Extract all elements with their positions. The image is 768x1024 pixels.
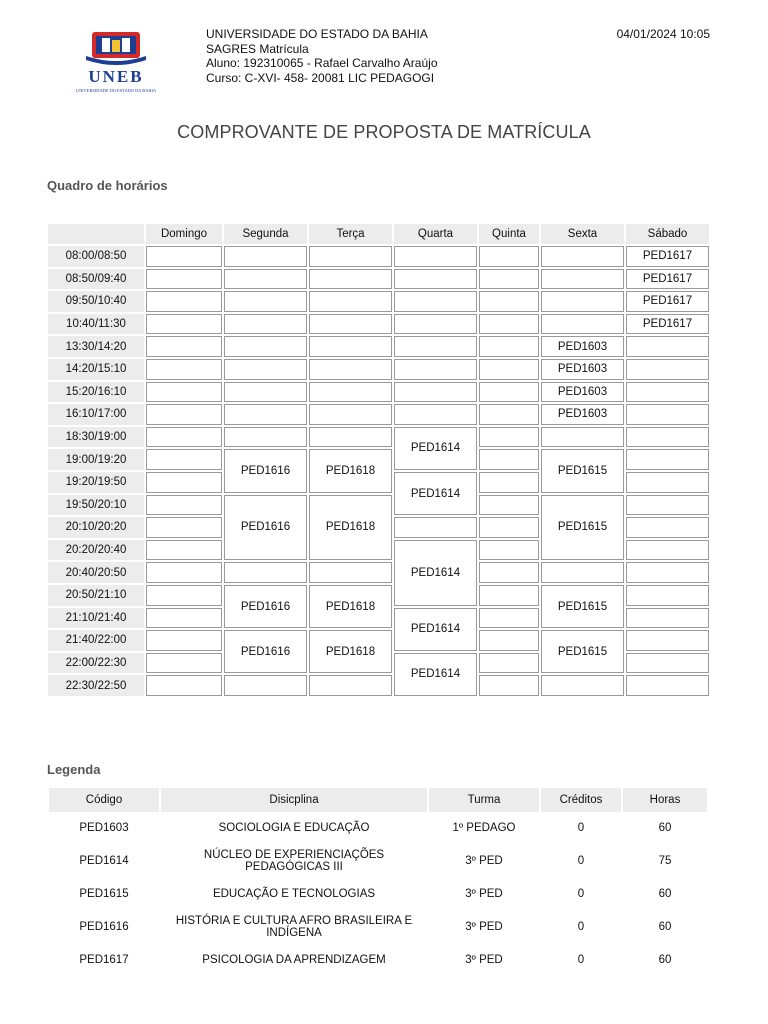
schedule-cell bbox=[309, 675, 392, 696]
schedule-cell bbox=[146, 585, 222, 606]
schedule-cell bbox=[224, 336, 307, 357]
schedule-cell bbox=[626, 585, 709, 606]
schedule-cell: PED1617 bbox=[626, 269, 709, 290]
schedule-cell bbox=[479, 427, 539, 448]
page-title: COMPROVANTE DE PROPOSTA DE MATRÍCULA bbox=[177, 122, 591, 142]
schedule-cell bbox=[626, 675, 709, 696]
schedule-cell: PED1617 bbox=[626, 314, 709, 335]
legend-hours: 60 bbox=[658, 954, 672, 966]
schedule-cell: PED1616 bbox=[224, 585, 307, 628]
schedule-cell: PED1618 bbox=[309, 630, 392, 673]
time-slot: 19:50/20:10 bbox=[48, 495, 144, 516]
schedule-header-row bbox=[48, 224, 709, 244]
schedule-row bbox=[48, 630, 709, 651]
schedule-cell bbox=[224, 404, 307, 425]
schedule-cell bbox=[479, 449, 539, 470]
schedule-cell bbox=[146, 517, 222, 538]
schedule-cell bbox=[146, 336, 222, 357]
schedule-cell bbox=[146, 291, 222, 312]
schedule-cell bbox=[146, 653, 222, 674]
legend-header: Créditos bbox=[541, 788, 621, 812]
schedule-cell bbox=[479, 404, 539, 425]
schedule-cell bbox=[146, 269, 222, 290]
schedule-cell bbox=[394, 314, 477, 335]
schedule-cell bbox=[224, 269, 307, 290]
schedule-cell bbox=[479, 585, 539, 606]
schedule-cell bbox=[626, 404, 709, 425]
schedule-cell: PED1616 bbox=[224, 630, 307, 673]
legend-header: Disicplina bbox=[161, 788, 427, 812]
schedule-cell bbox=[309, 314, 392, 335]
schedule-cell bbox=[224, 291, 307, 312]
schedule-row bbox=[48, 246, 709, 267]
schedule-cell bbox=[224, 382, 307, 403]
schedule-cell: PED1615 bbox=[541, 585, 624, 628]
schedule-cell bbox=[146, 495, 222, 516]
legend-credits: 0 bbox=[577, 954, 585, 966]
time-slot: 08:00/08:50 bbox=[48, 246, 144, 267]
schedule-cell bbox=[626, 359, 709, 380]
legend-code: PED1603 bbox=[79, 822, 129, 834]
legend-discipline: HISTÓRIA E CULTURA AFRO BRASILEIRA E INDÍGENA bbox=[175, 915, 413, 939]
schedule-cell bbox=[626, 630, 709, 651]
schedule-cell bbox=[479, 540, 539, 561]
schedule-cell bbox=[146, 314, 222, 335]
schedule-cell bbox=[479, 382, 539, 403]
schedule-table bbox=[46, 222, 711, 698]
schedule-cell bbox=[146, 540, 222, 561]
schedule-cell bbox=[224, 562, 307, 583]
schedule-cell bbox=[541, 291, 624, 312]
schedule-cell bbox=[479, 269, 539, 290]
schedule-cell bbox=[394, 246, 477, 267]
time-slot: 14:20/15:10 bbox=[48, 359, 144, 380]
schedule-cell bbox=[394, 359, 477, 380]
schedule-row bbox=[48, 585, 709, 606]
header-day: Domingo bbox=[146, 224, 222, 244]
uneb-logo bbox=[72, 26, 160, 100]
schedule-cell bbox=[309, 291, 392, 312]
schedule-cell: PED1614 bbox=[394, 540, 477, 606]
schedule-cell bbox=[309, 562, 392, 583]
legend-credits: 0 bbox=[577, 855, 585, 867]
time-slot: 08:50/09:40 bbox=[48, 269, 144, 290]
schedule-cell bbox=[626, 427, 709, 448]
schedule-cell bbox=[309, 382, 392, 403]
schedule-cell bbox=[626, 382, 709, 403]
schedule-cell bbox=[224, 675, 307, 696]
legend-code: PED1614 bbox=[79, 855, 129, 867]
schedule-cell bbox=[479, 562, 539, 583]
schedule-cell bbox=[309, 359, 392, 380]
legend-class: 3º PED bbox=[465, 888, 503, 900]
datetime: 04/01/2024 10:05 bbox=[616, 27, 710, 41]
schedule-row bbox=[48, 291, 709, 312]
legend-header-row bbox=[49, 788, 707, 812]
schedule-cell bbox=[541, 427, 624, 448]
time-slot: 15:20/16:10 bbox=[48, 382, 144, 403]
schedule-cell: PED1616 bbox=[224, 449, 307, 492]
legend-discipline: NÚCLEO DE EXPERIENCIAÇÕES PEDAGÓGICAS III bbox=[203, 849, 385, 873]
schedule-cell: PED1614 bbox=[394, 608, 477, 651]
legend-row bbox=[49, 814, 707, 842]
schedule-cell: PED1603 bbox=[541, 382, 624, 403]
legend-class: 3º PED bbox=[465, 921, 503, 933]
schedule-row bbox=[48, 675, 709, 696]
schedule-row bbox=[48, 314, 709, 335]
schedule-cell bbox=[479, 675, 539, 696]
student-info: Aluno: 192310065 - Rafael Carvalho Araújo bbox=[206, 56, 438, 71]
schedule-cell: PED1618 bbox=[309, 495, 392, 561]
schedule-cell bbox=[479, 246, 539, 267]
schedule-cell bbox=[626, 472, 709, 493]
schedule-cell bbox=[146, 630, 222, 651]
schedule-cell bbox=[309, 246, 392, 267]
time-slot: 13:30/14:20 bbox=[48, 336, 144, 357]
schedule-cell bbox=[146, 675, 222, 696]
header-day: Sexta bbox=[541, 224, 624, 244]
schedule-cell bbox=[626, 449, 709, 470]
legend-table bbox=[47, 786, 709, 976]
legend-credits: 0 bbox=[577, 888, 585, 900]
legend-header: Horas bbox=[623, 788, 707, 812]
schedule-cell: PED1618 bbox=[309, 585, 392, 628]
schedule-cell bbox=[224, 427, 307, 448]
schedule-cell bbox=[394, 336, 477, 357]
schedule-cell: PED1603 bbox=[541, 404, 624, 425]
system-name: SAGRES Matrícula bbox=[206, 41, 309, 56]
header-day: Segunda bbox=[224, 224, 307, 244]
time-slot: 18:30/19:00 bbox=[48, 427, 144, 448]
schedule-cell bbox=[626, 336, 709, 357]
legend-row bbox=[49, 946, 707, 974]
schedule-cell bbox=[479, 630, 539, 651]
schedule-row bbox=[48, 449, 709, 470]
schedule-cell: PED1614 bbox=[394, 653, 477, 696]
time-slot: 09:50/10:40 bbox=[48, 291, 144, 312]
schedule-cell bbox=[146, 246, 222, 267]
time-slot: 22:30/22:50 bbox=[48, 675, 144, 696]
schedule-row bbox=[48, 427, 709, 448]
legend-row bbox=[49, 880, 707, 908]
legend-hours: 60 bbox=[658, 921, 672, 933]
legend-class: 3º PED bbox=[465, 855, 503, 867]
header-day: Quinta bbox=[479, 224, 539, 244]
legend-hours: 60 bbox=[658, 822, 672, 834]
schedule-cell bbox=[479, 653, 539, 674]
schedule-cell bbox=[309, 427, 392, 448]
schedule-row bbox=[48, 269, 709, 290]
schedule-cell bbox=[626, 540, 709, 561]
legend-code: PED1617 bbox=[79, 954, 129, 966]
schedule-cell: PED1618 bbox=[309, 449, 392, 492]
legend-header: Código bbox=[49, 788, 159, 812]
schedule-cell bbox=[224, 359, 307, 380]
header-info bbox=[206, 27, 438, 85]
schedule-row bbox=[48, 336, 709, 357]
schedule-cell bbox=[146, 382, 222, 403]
legend-class: 1º PEDAGO bbox=[452, 822, 516, 834]
schedule-cell bbox=[479, 336, 539, 357]
legend-row bbox=[49, 844, 707, 878]
time-slot: 16:10/17:00 bbox=[48, 404, 144, 425]
schedule-cell bbox=[146, 359, 222, 380]
schedule-cell bbox=[146, 608, 222, 629]
schedule-row bbox=[48, 359, 709, 380]
legend-discipline: EDUCAÇÃO E TECNOLOGIAS bbox=[212, 888, 376, 900]
time-slot: 21:10/21:40 bbox=[48, 608, 144, 629]
schedule-cell bbox=[146, 449, 222, 470]
time-slot: 21:40/22:00 bbox=[48, 630, 144, 651]
schedule-cell: PED1617 bbox=[626, 246, 709, 267]
legend-credits: 0 bbox=[577, 822, 585, 834]
schedule-cell bbox=[479, 359, 539, 380]
time-slot: 22:00/22:30 bbox=[48, 653, 144, 674]
schedule-cell bbox=[224, 246, 307, 267]
legend-header: Turma bbox=[429, 788, 539, 812]
schedule-cell bbox=[626, 653, 709, 674]
schedule-cell: PED1603 bbox=[541, 336, 624, 357]
header-day: Terça bbox=[309, 224, 392, 244]
time-slot: 20:50/21:10 bbox=[48, 585, 144, 606]
legend-discipline: PSICOLOGIA DA APRENDIZAGEM bbox=[202, 954, 386, 966]
course-info: Curso: C-XVI- 458- 20081 LIC PEDAGOGI bbox=[206, 70, 435, 85]
schedule-row bbox=[48, 562, 709, 583]
legend-code: PED1615 bbox=[79, 888, 129, 900]
schedule-cell: PED1603 bbox=[541, 359, 624, 380]
schedule-cell bbox=[541, 269, 624, 290]
schedule-cell: PED1616 bbox=[224, 495, 307, 561]
legend-credits: 0 bbox=[577, 921, 585, 933]
schedule-cell bbox=[224, 314, 307, 335]
time-slot: 19:20/19:50 bbox=[48, 472, 144, 493]
schedule-cell bbox=[394, 404, 477, 425]
schedule-cell bbox=[626, 495, 709, 516]
legend-hours: 60 bbox=[658, 888, 672, 900]
schedule-row bbox=[48, 382, 709, 403]
header-day: Sábado bbox=[626, 224, 709, 244]
schedule-cell bbox=[394, 269, 477, 290]
legend-row bbox=[49, 910, 707, 944]
schedule-cell bbox=[479, 517, 539, 538]
time-slot: 20:40/20:50 bbox=[48, 562, 144, 583]
schedule-cell bbox=[626, 517, 709, 538]
schedule-cell bbox=[394, 291, 477, 312]
schedule-cell: PED1617 bbox=[626, 291, 709, 312]
schedule-cell bbox=[394, 517, 477, 538]
schedule-cell: PED1615 bbox=[541, 630, 624, 673]
schedule-cell bbox=[541, 246, 624, 267]
schedule-heading: Quadro de horários bbox=[47, 178, 168, 193]
schedule-cell bbox=[479, 291, 539, 312]
schedule-cell bbox=[479, 608, 539, 629]
schedule-cell bbox=[541, 314, 624, 335]
schedule-cell bbox=[479, 314, 539, 335]
time-slot: 19:00/19:20 bbox=[48, 449, 144, 470]
schedule-cell: PED1614 bbox=[394, 472, 477, 515]
schedule-cell bbox=[394, 382, 477, 403]
legend-hours: 75 bbox=[658, 855, 672, 867]
legend-heading: Legenda bbox=[47, 762, 101, 777]
university-name: UNIVERSIDADE DO ESTADO DA BAHIA bbox=[206, 27, 428, 41]
header-day: Quarta bbox=[394, 224, 477, 244]
schedule-cell bbox=[541, 675, 624, 696]
schedule-cell bbox=[146, 562, 222, 583]
schedule-cell: PED1614 bbox=[394, 427, 477, 470]
time-slot: 10:40/11:30 bbox=[48, 314, 144, 335]
schedule-cell bbox=[479, 495, 539, 516]
legend-code: PED1616 bbox=[79, 921, 129, 933]
schedule-row bbox=[48, 404, 709, 425]
logo-text: UNEB bbox=[88, 67, 144, 86]
schedule-cell bbox=[309, 336, 392, 357]
schedule-cell bbox=[626, 562, 709, 583]
schedule-cell bbox=[146, 404, 222, 425]
schedule-cell bbox=[626, 608, 709, 629]
time-slot: 20:10/20:20 bbox=[48, 517, 144, 538]
header-corner bbox=[48, 224, 144, 244]
schedule-cell: PED1615 bbox=[541, 449, 624, 492]
schedule-cell bbox=[146, 472, 222, 493]
schedule-cell bbox=[541, 562, 624, 583]
schedule-row bbox=[48, 495, 709, 516]
time-slot: 20:20/20:40 bbox=[48, 540, 144, 561]
logo-caption: UNIVERSIDADE DO ESTADO DA BAHIA bbox=[75, 88, 157, 93]
schedule-cell bbox=[309, 269, 392, 290]
schedule-cell: PED1615 bbox=[541, 495, 624, 561]
schedule-cell bbox=[146, 427, 222, 448]
legend-discipline: SOCIOLOGIA E EDUCAÇÃO bbox=[218, 822, 370, 834]
schedule-cell bbox=[309, 404, 392, 425]
legend-class: 3º PED bbox=[465, 954, 503, 966]
schedule-cell bbox=[479, 472, 539, 493]
